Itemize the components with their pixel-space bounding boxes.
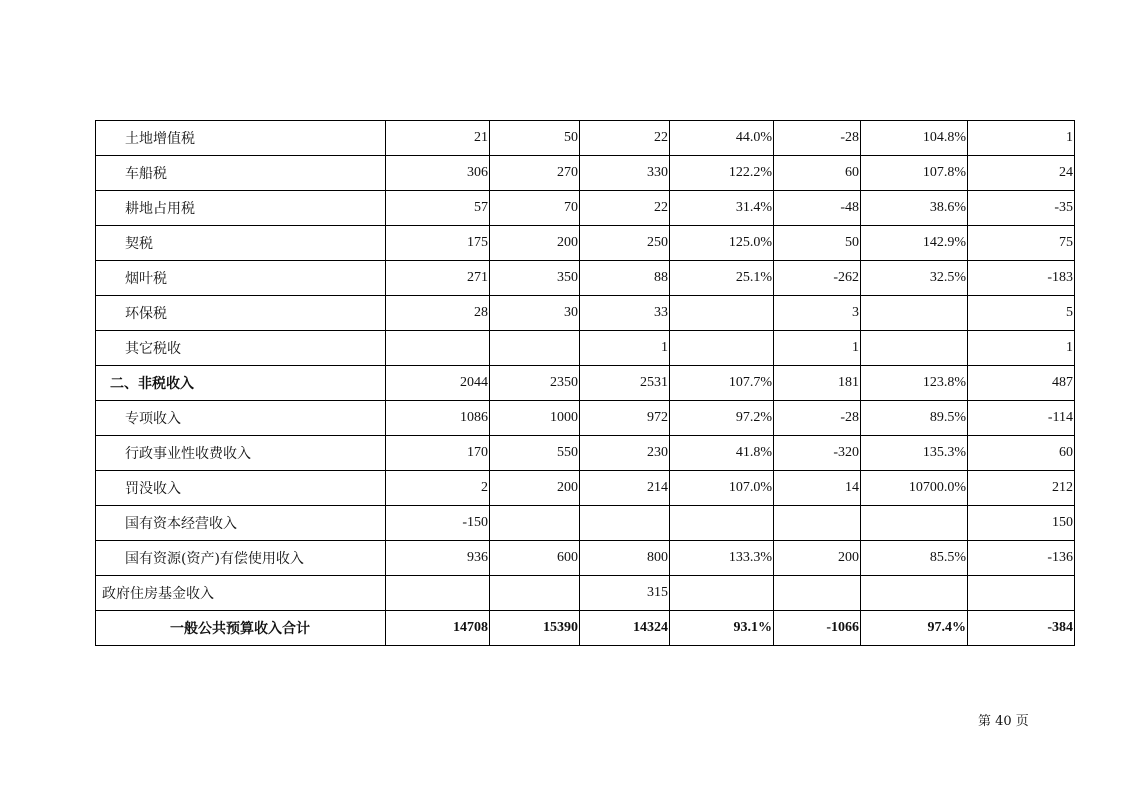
table-cell: 170	[386, 436, 490, 471]
table-cell: 21	[386, 121, 490, 156]
row-label: 行政事业性收费收入	[96, 436, 386, 471]
table-row	[96, 331, 1075, 366]
table-row	[96, 121, 1075, 156]
table-cell: -183	[968, 261, 1075, 296]
table-cell: -48	[774, 191, 861, 226]
table-cell: 5	[968, 296, 1075, 331]
table-cell: 2350	[490, 366, 580, 401]
table-cell	[861, 331, 968, 366]
table-cell: 150	[968, 506, 1075, 541]
table-cell: 28	[386, 296, 490, 331]
table-row	[96, 191, 1075, 226]
table-row	[96, 436, 1075, 471]
table-cell: 175	[386, 226, 490, 261]
table-row	[96, 576, 1075, 611]
table-cell: 60	[968, 436, 1075, 471]
table-cell: 14324	[580, 611, 670, 646]
table-cell: 133.3%	[670, 541, 774, 576]
table-row	[96, 471, 1075, 506]
table-cell: 33	[580, 296, 670, 331]
table-cell: 93.1%	[670, 611, 774, 646]
table-cell: 487	[968, 366, 1075, 401]
table-cell: 1	[968, 331, 1075, 366]
table-cell: -320	[774, 436, 861, 471]
table-cell: 123.8%	[861, 366, 968, 401]
row-label: 政府住房基金收入	[96, 576, 386, 611]
table-cell: 10700.0%	[861, 471, 968, 506]
table-cell: 30	[490, 296, 580, 331]
table-cell	[386, 331, 490, 366]
table-row	[96, 366, 1075, 401]
table-cell	[861, 506, 968, 541]
row-label: 专项收入	[96, 401, 386, 436]
table-cell: 306	[386, 156, 490, 191]
table-cell: 104.8%	[861, 121, 968, 156]
table-cell: 2044	[386, 366, 490, 401]
table-cell: 31.4%	[670, 191, 774, 226]
table-cell: -262	[774, 261, 861, 296]
table-cell: 75	[968, 226, 1075, 261]
table-cell: -384	[968, 611, 1075, 646]
table-cell: -136	[968, 541, 1075, 576]
table-cell: 315	[580, 576, 670, 611]
table-cell: 97.4%	[861, 611, 968, 646]
table-cell	[670, 576, 774, 611]
table-row	[96, 506, 1075, 541]
table-cell: -1066	[774, 611, 861, 646]
table-row	[96, 611, 1075, 646]
table-cell: 142.9%	[861, 226, 968, 261]
table-cell: 70	[490, 191, 580, 226]
table-cell: 3	[774, 296, 861, 331]
row-label: 国有资本经营收入	[96, 506, 386, 541]
table-cell	[861, 576, 968, 611]
row-label: 二、非税收入	[96, 366, 386, 401]
table-cell: 22	[580, 191, 670, 226]
table-cell: 14	[774, 471, 861, 506]
table-cell: 24	[968, 156, 1075, 191]
table-cell: -114	[968, 401, 1075, 436]
table-cell	[386, 576, 490, 611]
table-cell: -28	[774, 121, 861, 156]
row-label: 国有资源(资产)有偿使用收入	[96, 541, 386, 576]
table-cell: 200	[490, 471, 580, 506]
table-cell: 1	[968, 121, 1075, 156]
table-cell: 50	[774, 226, 861, 261]
table-cell: 1	[774, 331, 861, 366]
table-row	[96, 296, 1075, 331]
table-cell: 25.1%	[670, 261, 774, 296]
table-cell: 107.7%	[670, 366, 774, 401]
table-row	[96, 156, 1075, 191]
table-cell: 125.0%	[670, 226, 774, 261]
table-cell: 250	[580, 226, 670, 261]
table-cell: 57	[386, 191, 490, 226]
table-cell: 135.3%	[861, 436, 968, 471]
row-label: 耕地占用税	[96, 191, 386, 226]
row-label: 一般公共预算收入合计	[96, 611, 386, 646]
table-cell	[968, 576, 1075, 611]
table-row	[96, 261, 1075, 296]
table-cell: 88	[580, 261, 670, 296]
table-cell: 212	[968, 471, 1075, 506]
table-cell: 89.5%	[861, 401, 968, 436]
table-cell: 60	[774, 156, 861, 191]
table-cell: 107.0%	[670, 471, 774, 506]
table-cell	[490, 331, 580, 366]
row-label: 其它税收	[96, 331, 386, 366]
row-label: 罚没收入	[96, 471, 386, 506]
table-cell: 350	[490, 261, 580, 296]
row-label: 土地增值税	[96, 121, 386, 156]
table-cell: 800	[580, 541, 670, 576]
table-cell: 2	[386, 471, 490, 506]
page-number: 第 40 页	[978, 714, 1029, 729]
table-cell: 122.2%	[670, 156, 774, 191]
row-label: 烟叶税	[96, 261, 386, 296]
table-cell: 44.0%	[670, 121, 774, 156]
table-cell: 1086	[386, 401, 490, 436]
table-cell: 972	[580, 401, 670, 436]
row-label: 契税	[96, 226, 386, 261]
table-cell: 600	[490, 541, 580, 576]
table-cell: 38.6%	[861, 191, 968, 226]
table-cell: 271	[386, 261, 490, 296]
table-cell: -150	[386, 506, 490, 541]
table-cell: 97.2%	[670, 401, 774, 436]
table-cell	[580, 506, 670, 541]
table-cell: 936	[386, 541, 490, 576]
table-cell: -28	[774, 401, 861, 436]
table-cell	[861, 296, 968, 331]
table-cell: 41.8%	[670, 436, 774, 471]
table-cell: 2531	[580, 366, 670, 401]
table-cell	[490, 506, 580, 541]
table-cell: 85.5%	[861, 541, 968, 576]
table-cell	[670, 296, 774, 331]
table-cell: 230	[580, 436, 670, 471]
table-cell: 50	[490, 121, 580, 156]
row-label: 环保税	[96, 296, 386, 331]
table-cell: 107.8%	[861, 156, 968, 191]
table-cell: 181	[774, 366, 861, 401]
table-cell: 214	[580, 471, 670, 506]
table-cell: 32.5%	[861, 261, 968, 296]
table-cell	[670, 506, 774, 541]
table-cell: 200	[490, 226, 580, 261]
table-cell: 14708	[386, 611, 490, 646]
table-cell: 200	[774, 541, 861, 576]
table-cell: -35	[968, 191, 1075, 226]
table-cell	[670, 331, 774, 366]
table-cell: 550	[490, 436, 580, 471]
table-cell: 1000	[490, 401, 580, 436]
table-row	[96, 541, 1075, 576]
table-row	[96, 226, 1075, 261]
table-cell: 22	[580, 121, 670, 156]
row-label: 车船税	[96, 156, 386, 191]
table-cell	[774, 576, 861, 611]
table-cell: 270	[490, 156, 580, 191]
table-cell: 15390	[490, 611, 580, 646]
table-row	[96, 401, 1075, 436]
table-cell: 330	[580, 156, 670, 191]
table-cell	[774, 506, 861, 541]
table-cell	[490, 576, 580, 611]
revenue-table	[95, 120, 1075, 646]
table-cell: 1	[580, 331, 670, 366]
